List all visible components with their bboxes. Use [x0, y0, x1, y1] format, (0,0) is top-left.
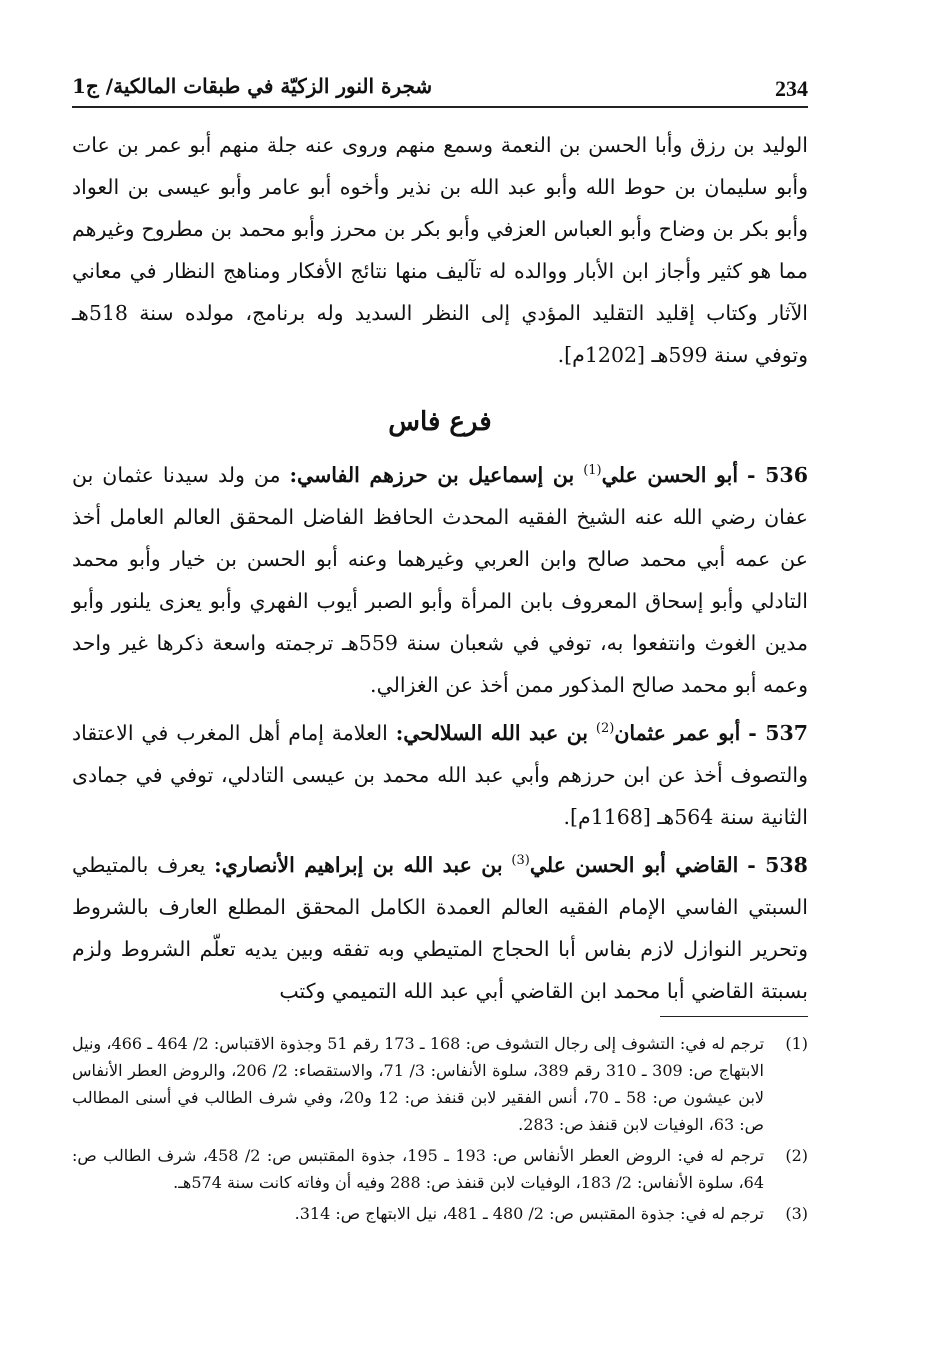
entry-name-continued: بن عبد الله السلالحي: [395, 721, 589, 745]
footnote-3 [72, 1200, 808, 1227]
footnote-label: (2) [785, 1146, 808, 1165]
footnote-divider [660, 1016, 808, 1017]
entry-text: العلامة إمام أهل المغرب في الاعتقاد والتصوف أخذ عن ابن حرزهم وأبي عبد الله محمد بن عيسى التادلي، توفي في جمادى الثانية سنة 564هـ [1168م]. [72, 721, 808, 829]
page-number: 234 [775, 76, 808, 101]
opening-paragraph: الوليد بن رزق وأبا الحسن بن النعمة وسمع منهم وروى عنه جلة منهم أبو عمر بن عات وأبو سليمان بن حوط الله وأبو عبد الله بن نذير وأخوه أبو عامر وأبو عيسى بن العواد وأبو بكر بن وضاح وأبو العباس العزفي وأبو بكر بن محرز وأبو محمد بن مطروح وغيرهم مما هو كثير وأجاز ابن الأبار ووالده له تآليف منها نتائج الأفكار ومناهج النظار في معاني الآثار وكتاب إقليد التقليد المؤدي إلى النظر السديد وله برنامج، مولده سنة 518هـ وتوفي سنة 599هـ [1202م]. [72, 133, 808, 367]
page-header [72, 66, 808, 108]
entry-name-continued: بن إسماعيل بن حرزهم الفاسي: [289, 463, 575, 487]
footnote-text: ترجم له في: الروض العطر الأنفاس ص: 193 ـ 195، جذوة المقتبس ص: 2/ 458، شرف الطالب ص: 64، سلوة الأنفاس: 2/ 183، الوفيات لابن قنفذ ص: 288 وفيه أن وفاته كانت سنة 574هـ. [72, 1146, 765, 1192]
entry-number: 537 - [748, 721, 809, 745]
entry-name: أبو عمر عثمان [614, 721, 741, 745]
entry-number: 536 - [747, 463, 808, 487]
main-text [72, 124, 808, 1012]
biography-entry-538 [72, 844, 808, 1012]
footnote-label: (3) [785, 1204, 808, 1223]
footnote-ref[interactable]: (1) [583, 463, 602, 479]
entry-text: من ولد سيدنا عثمان بن عفان رضي الله عنه الشيخ الفقيه المحدث الحافظ الفاضل المحقق العالم العامل أخذ عن عمه أبي محمد صالح وابن العربي وغيرهما وعنه أبو الحسن بن خيار وأبو محمد التادلي وأبو إسحاق المعروف بابن المرأة وأبو الصبر أيوب الفهري وأبو يعزى يلنور وأبو مدين الغوث وانتفعوا به، توفي في شعبان سنة 559هـ ترجمته واسعة ذكرها غير واحد وعمه أبو محمد صالح المذكور ممن أخذ عن الغزالي. [72, 463, 808, 697]
biography-entry-537 [72, 712, 808, 838]
footnotes [72, 1030, 808, 1231]
footnote-1 [72, 1030, 808, 1138]
footnote-text: ترجم له في: جذوة المقتبس ص: 2/ 480 ـ 481، نيل الابتهاج ص: 314. [294, 1204, 764, 1223]
entry-text: يعرف بالمتيطي السبتي الفاسي الإمام الفقيه العالم العمدة الكامل المحقق المطلع العارف بالشروط وتحرير النوازل لازم بفاس أبا الحجاج المتيطي وبه تفقه وبين يديه تعلّم الشروط ولزم بسبتة القاضي أبا محمد ابن القاضي أبي عبد الله التميمي وكتب [72, 853, 808, 1003]
section-heading: فرع فاس [388, 407, 492, 437]
footnote-ref[interactable]: (3) [511, 853, 530, 869]
entry-name: أبو الحسن علي [601, 463, 739, 487]
entry-name-continued: بن عبد الله بن إبراهيم الأنصاري: [214, 853, 503, 877]
footnote-label: (1) [785, 1034, 808, 1053]
entry-name: القاضي أبو الحسن علي [529, 853, 739, 877]
entry-number: 538 - [747, 853, 808, 877]
footnote-ref[interactable]: (2) [595, 721, 615, 737]
running-title: شجرة النور الزكيّة في طبقات المالكية/ ج1 [72, 74, 433, 98]
footnote-text: ترجم له في: التشوف إلى رجال التشوف ص: 168 ـ 173 رقم 51 وجذوة الاقتباس: 2/ 464 ـ 466، ونيل الابتهاج ص: 309 ـ 310 رقم 389، سلوة الأنفاس: 3/ 71، والاستقصاء: 2/ 206، والروض العطر الأنفاس لابن عيشون ص: 58 ـ 70، أنس الفقير لابن قنفذ ص: 12 و20، وفي شرف الطالب في أسنى المطالب ص: 63، الوفيات لابن قنفذ ص: 283. [72, 1034, 765, 1134]
biography-entry-536 [72, 454, 808, 706]
footnote-2 [72, 1142, 808, 1196]
